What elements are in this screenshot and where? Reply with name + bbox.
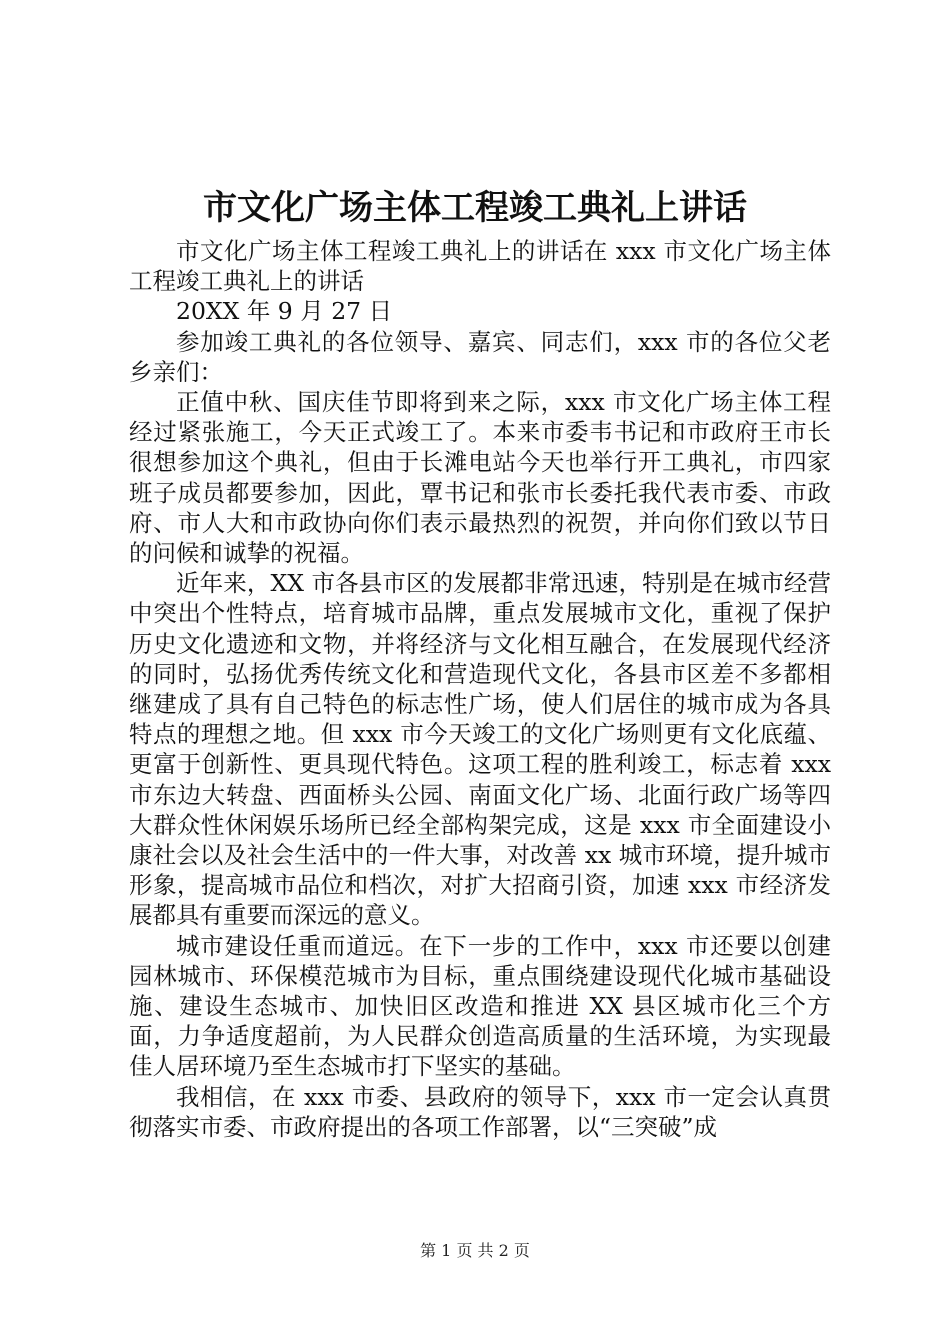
paragraph-date: 20XX 年 9 月 27 日 xyxy=(176,297,393,326)
paragraph-salutation: 参加竣工典礼的各位领导、嘉宾、同志们，xxx 市的各位父老乡亲们： xyxy=(129,327,831,386)
document-title: 市文化广场主体工程竣工典礼上讲话 xyxy=(203,188,747,228)
paragraph-intro: 市文化广场主体工程竣工典礼上的讲话在 xxx 市文化广场主体工程竣工典礼上的讲话 xyxy=(129,237,831,296)
document-body xyxy=(129,236,831,1142)
paragraph-body-1: 正值中秋、国庆佳节即将到来之际，xxx 市文化广场主体工程经过紧张施工，今天正式竣工了。本来市委韦书记和市政府王市长很想参加这个典礼，但由于长滩电站今天也举行开工典礼，市四家班子成员都要参加，因此，覃书记和张市长委托我代表市委、市政府、市人大和市政协向你们表示最热烈的祝贺，并向你们致以节日的问候和诚挚的祝福。 xyxy=(129,388,831,568)
paragraph-body-3: 城市建设任重而道远。在下一步的工作中，xxx 市还要以创建园林城市、环保模范城市为目标，重点围绕建设现代化城市基础设施、建设生态城市、加快旧区改造和推进 XX 县区城市化三个方面，力争适度超前，为人民群众创造高质量的生活环境，为实现最佳人居环境乃至生态城市打下坚实的基础。 xyxy=(129,931,831,1081)
paragraph-body-4: 我相信，在 xxx 市委、县政府的领导下，xxx 市一定会认真贯彻落实市委、市政府提出的各项工作部署，以“三突破”成 xyxy=(129,1082,831,1141)
page-footer: 第 1 页 共 2 页 xyxy=(420,1241,530,1260)
paragraph-body-2: 近年来，XX 市各县市区的发展都非常迅速，特别是在城市经营中突出个性特点，培育城市品牌，重点发展城市文化，重视了保护历史文化遗迹和文物，并将经济与文化相互融合，在发展现代经济的同时，弘扬优秀传统文化和营造现代文化，各县市区差不多都相继建成了具有自己特色的标志性广场，使人们居住的城市成为各具特点的理想之地。但 xxx 市今天竣工的文化广场则更有文化底蕴、更富于创新性、更具现代特色。这项工程的胜利竣工，标志着 xxx 市东边大转盘、西面桥头公园、南面文化广场、北面行政广场等四大群众性休闲娱乐场所已经全部构架完成，这是 xxx 市全面建设小康社会以及社会生活中的一件大事，对改善 xx 城市环境，提升城市形象，提高城市品位和档次，对扩大招商引资，加速 xxx 市经济发展都具有重要而深远的意义。 xyxy=(129,569,831,930)
